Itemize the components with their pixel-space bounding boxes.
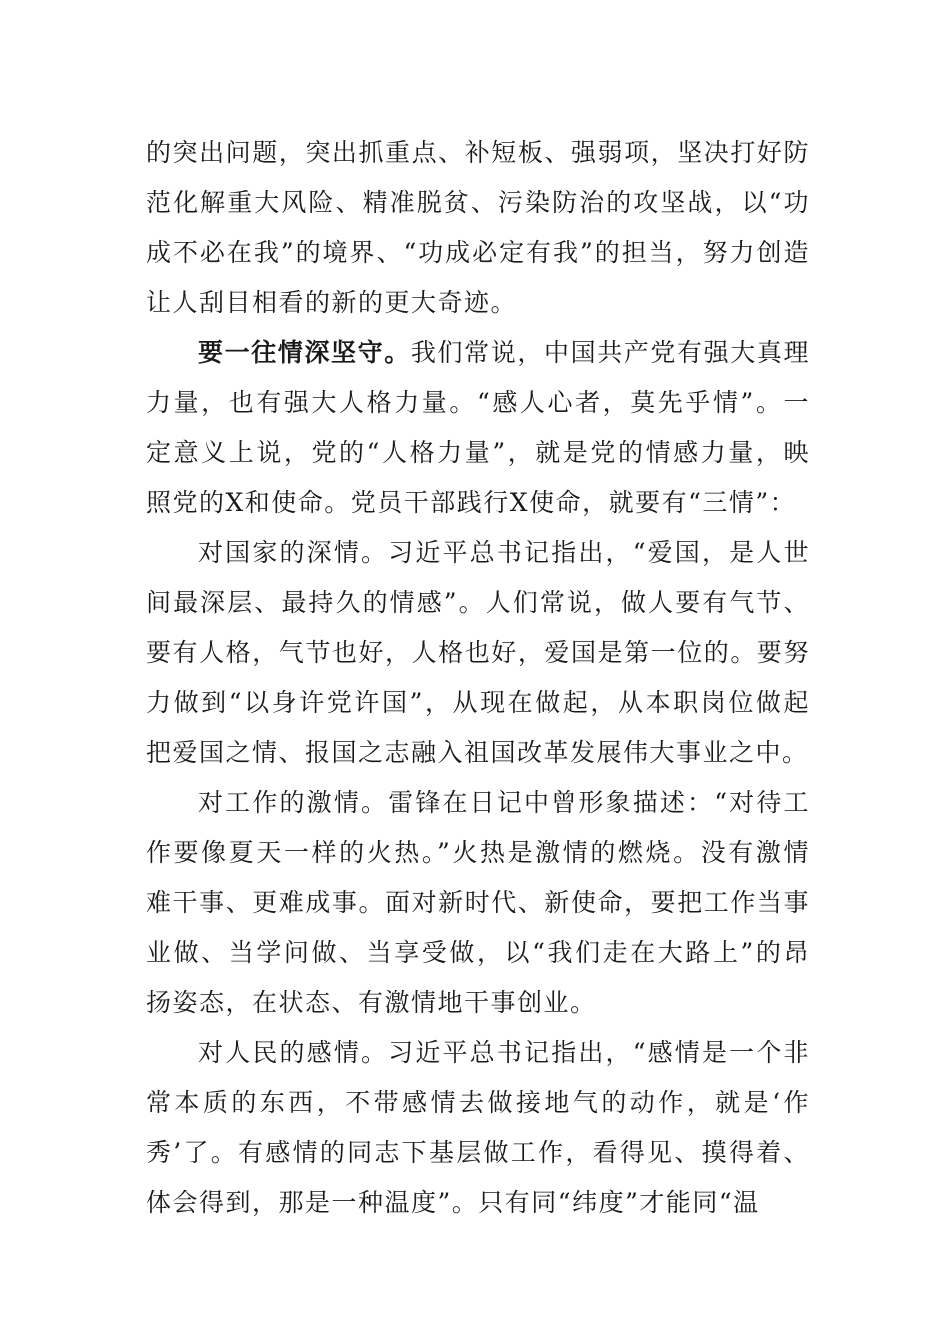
paragraph-2-text: 我们常说，中国共产党有强大真理力量，也有强大人格力量。“感人心者，莫先乎情”。一定意义上说，党的“人格力量”，就是党的情感力量，映照党的X和使命。党员干部践行X使命，就要有“三情”：: [146, 338, 810, 517]
paragraph-3: [146, 528, 810, 778]
paragraph-1-text: 的突出问题，突出抓重点、补短板、强弱项，坚决打好防范化解重大风险、精准脱贫、污染防治的攻坚战，以“功成不必在我”的境界、“功成必定有我”的担当，努力创造让人刮目相看的新的更大奇迹。: [146, 138, 810, 317]
paragraph-3-text: 对国家的深情。习近平总书记指出，“爱国，是人世间最深层、最持久的情感”。人们常说，做人要有气节、要有人格，气节也好，人格也好，爱国是第一位的。要努力做到“以身许党许国”，从现在做起，从本职岗位做起把爱国之情、报国之志融入祖国改革发展伟大事业之中。: [146, 538, 810, 767]
body-text: [146, 128, 810, 1228]
paragraph-4-text: 对工作的激情。雷锋在日记中曾形象描述：“对待工作要像夏天一样的火热。”火热是激情的燃烧。没有激情难干事、更难成事。面对新时代、新使命，要把工作当事业做、当学问做、当享受做，以“我们走在大路上”的昂扬姿态，在状态、有激情地干事创业。: [146, 788, 810, 1017]
paragraph-4: [146, 778, 810, 1028]
paragraph-2: [146, 328, 810, 528]
paragraph-5: [146, 1028, 810, 1228]
paragraph-2-lead: 要一往情深坚守。: [198, 338, 411, 367]
paragraph-5-text: 对人民的感情。习近平总书记指出，“感情是一个非常本质的东西，不带感情去做接地气的动作，就是‘作秀’了。有感情的同志下基层做工作，看得见、摸得着、体会得到，那是一种温度”。只有同“纬度”才能同“温: [146, 1038, 810, 1217]
paragraph-1: [146, 128, 810, 328]
